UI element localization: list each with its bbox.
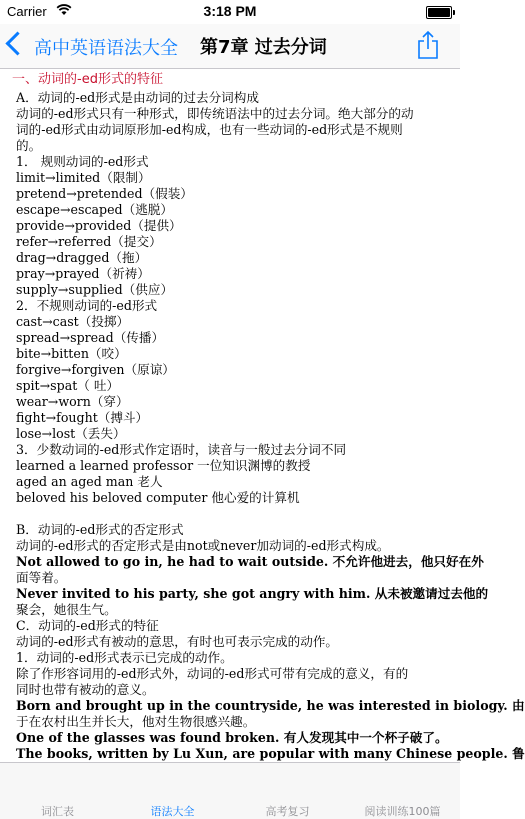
article-line: Never invited to his party, she got angry with him. 从未被邀请过去他的 bbox=[16, 586, 489, 601]
back-button[interactable]: 高中英语语法大全 bbox=[34, 38, 178, 59]
carrier-label: Carrier bbox=[7, 4, 47, 19]
status-bar bbox=[0, 0, 460, 24]
article-line: 面等着。 bbox=[16, 570, 67, 585]
navigation-bar bbox=[0, 24, 460, 69]
share-icon[interactable] bbox=[416, 30, 440, 60]
article-line: 同时也带有被动的意义。 bbox=[16, 682, 155, 697]
article-lines bbox=[0, 90, 525, 762]
article-line: 2．不规则动词的-ed形式 bbox=[16, 298, 158, 313]
article-line: 词的-ed形式由动词原形加-ed构成，也有一些动词的-ed形式是不规则 bbox=[16, 122, 403, 137]
article-line: 动词的-ed形式的否定形式是由not或never加动词的-ed形式构成。 bbox=[16, 538, 390, 553]
article-line: C．动词的-ed形式的特征 bbox=[16, 618, 159, 633]
article-line: 1． 规则动词的-ed形式 bbox=[16, 154, 149, 169]
section-heading: 一、动词的-ed形式的特征 bbox=[12, 72, 163, 87]
article-line: 动词的-ed形式有被动的意思，有时也可表示完成的动作。 bbox=[16, 634, 339, 649]
article-line: 聚会，她很生气。 bbox=[16, 602, 117, 617]
article-line: escape→escaped（逃脱） bbox=[16, 202, 173, 217]
article-line: cast→cast（投掷） bbox=[16, 314, 130, 329]
article-line: supply→supplied（供应） bbox=[16, 282, 174, 297]
article-line: 于在农村出生并长大，他对生物很感兴趣。 bbox=[16, 714, 256, 729]
article-line bbox=[0, 506, 460, 522]
article-line: 除了作形容词用的-ed形式外，动词的-ed形式可带有完成的意义，有的 bbox=[16, 666, 409, 681]
tab-exam-review[interactable]: 高考复习 bbox=[265, 805, 310, 818]
article-line: One of the glasses was found broken. 有人发现其中一个杯子破了。 bbox=[16, 730, 448, 745]
article-line: Not allowed to go in, he had to wait outside. 不允许他进去，他只好在外 bbox=[16, 554, 484, 569]
battery-icon bbox=[426, 6, 452, 19]
article-line: 1．动词的-ed形式表示已完成的动作。 bbox=[16, 650, 233, 665]
article-line: learned a learned professor 一位知识渊博的教授 bbox=[16, 458, 311, 473]
article-line: pretend→pretended（假装） bbox=[16, 186, 193, 201]
article-line: 3．少数动词的-ed形式作定语时，读音与一般过去分词不同 bbox=[16, 442, 347, 457]
article-line: drag→dragged（拖） bbox=[16, 250, 148, 265]
article-line: pray→prayed（祈祷） bbox=[16, 266, 150, 281]
article-line: lose→lost（丢失） bbox=[16, 426, 126, 441]
article-line: 动词的-ed形式只有一种形式，即传统语法中的过去分词。绝大部分的动 bbox=[16, 106, 414, 121]
article-line: bite→bitten（咬） bbox=[16, 346, 127, 361]
article-line: B．动词的-ed形式的否定形式 bbox=[16, 522, 184, 537]
article-line: beloved his beloved computer 他心爱的计算机 bbox=[16, 490, 300, 505]
article-line: wear→worn（穿） bbox=[16, 394, 129, 409]
tab-bar bbox=[0, 762, 460, 819]
article-line: forgive→forgiven（原谅） bbox=[16, 362, 175, 377]
tab-reading-practice[interactable]: 阅读训练100篇 bbox=[364, 805, 441, 818]
status-time: 3:18 PM bbox=[203, 3, 257, 19]
article-line: refer→referred（提交） bbox=[16, 234, 162, 249]
tab-vocabulary[interactable]: 词汇表 bbox=[41, 805, 74, 818]
article-line: provide→provided（提供） bbox=[16, 218, 182, 233]
article-line: fight→fought（搏斗） bbox=[16, 410, 149, 425]
article-line: limit→limited（限制） bbox=[16, 170, 151, 185]
page-title: 第7章 过去分词 bbox=[200, 37, 327, 58]
article-line: aged an aged man 老人 bbox=[16, 474, 163, 489]
article-line: Born and brought up in the countryside, he was interested in biology. 由 bbox=[16, 698, 525, 713]
article-line: The books, written by Lu Xun, are popular with many Chinese people. 鲁 bbox=[16, 746, 525, 761]
back-chevron-icon[interactable] bbox=[5, 31, 29, 55]
article-line: spread→spread（传播） bbox=[16, 330, 165, 345]
article-line: 的。 bbox=[16, 138, 42, 153]
article-content[interactable] bbox=[0, 69, 525, 762]
article-line: A．动词的-ed形式是由动词的过去分词构成 bbox=[16, 90, 259, 105]
tab-grammar[interactable]: 语法大全 bbox=[150, 805, 195, 818]
article-line: spit→spat（ 吐） bbox=[16, 378, 120, 393]
